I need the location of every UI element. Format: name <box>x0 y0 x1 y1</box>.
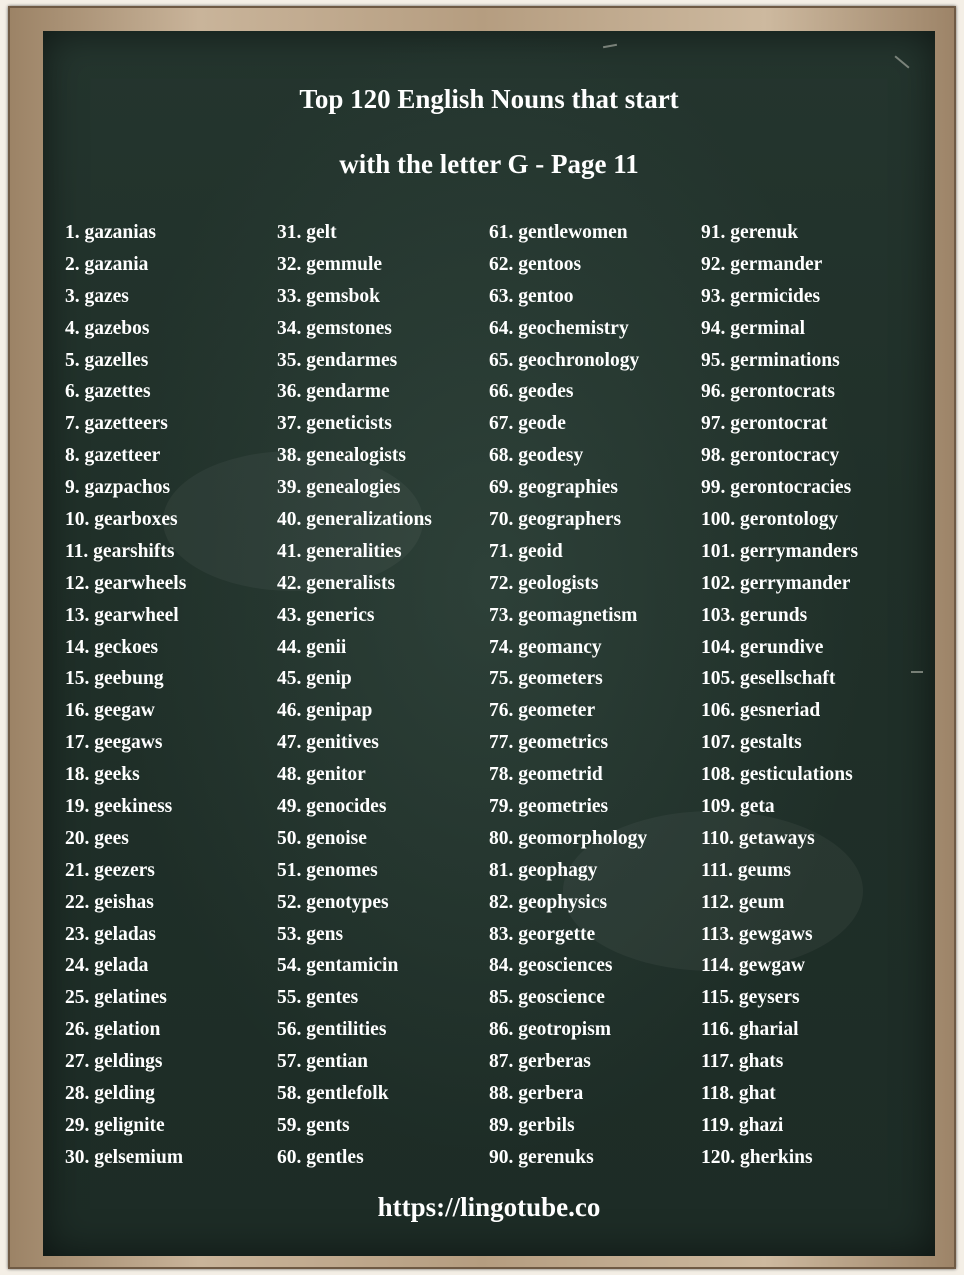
noun-list-item: 116. gharial <box>701 1019 799 1041</box>
noun-list-item: 72. geologists <box>489 572 599 594</box>
noun-list-item: 59. gents <box>277 1114 350 1136</box>
noun-list-item: 65. geochronology <box>489 349 640 371</box>
noun-list-item: 5. gazelles <box>65 349 149 371</box>
noun-list-item: 111. geums <box>701 859 791 881</box>
noun-list-item: 15. geebung <box>65 668 164 690</box>
noun-list-item: 25. gelatines <box>65 987 167 1009</box>
noun-list-item: 115. geysers <box>701 987 800 1009</box>
noun-list-item: 67. geode <box>489 413 566 435</box>
noun-list-item: 56. gentilities <box>277 1019 387 1041</box>
noun-list-item: 76. geometer <box>489 700 596 722</box>
noun-list-item: 2. gazania <box>65 253 149 275</box>
noun-list-item: 90. gerenuks <box>489 1146 594 1168</box>
noun-list-item: 81. geophagy <box>489 859 598 881</box>
noun-list-item: 98. gerontocracy <box>701 445 840 467</box>
noun-list-item: 39. genealogies <box>277 477 401 499</box>
noun-list-item: 74. geomancy <box>489 636 602 658</box>
noun-list-item: 10. gearboxes <box>65 509 178 531</box>
noun-list-item: 11. gearshifts <box>65 540 175 562</box>
noun-list-item: 37. geneticists <box>277 413 392 435</box>
noun-list-item: 13. gearwheel <box>65 604 179 626</box>
noun-list-item: 114. gewgaw <box>701 955 805 977</box>
noun-list-item: 88. gerbera <box>489 1083 584 1105</box>
noun-list-item: 100. gerontology <box>701 509 839 531</box>
noun-list-item: 63. gentoo <box>489 285 574 307</box>
page-title-line-2: with the letter G - Page 11 <box>339 149 639 179</box>
noun-list-item: 48. genitor <box>277 764 366 786</box>
noun-column-1 <box>65 217 186 1174</box>
source-url[interactable]: https://lingotube.co <box>377 1192 601 1222</box>
noun-list-item: 46. genipap <box>277 700 373 722</box>
noun-list-item: 69. geographies <box>489 477 618 499</box>
noun-list-item: 84. geosciences <box>489 955 613 977</box>
noun-list-item: 96. gerontocrats <box>701 381 835 403</box>
noun-list-item: 86. geotropism <box>489 1019 612 1041</box>
noun-list-item: 113. gewgaws <box>701 923 813 945</box>
noun-list-item: 101. gerrymanders <box>701 540 859 562</box>
noun-list-item: 89. gerbils <box>489 1114 575 1136</box>
noun-list-item: 33. gemsbok <box>277 285 380 307</box>
noun-list-item: 119. ghazi <box>701 1114 784 1136</box>
noun-list-item: 93. germicides <box>701 285 821 307</box>
noun-list-item: 99. gerontocracies <box>701 477 852 499</box>
noun-list-item: 24. gelada <box>65 955 149 977</box>
chalk-mark <box>894 55 909 68</box>
noun-list-item: 31. gelt <box>277 222 337 243</box>
noun-list-item: 82. geophysics <box>489 891 608 913</box>
noun-list-item: 62. gentoos <box>489 253 582 275</box>
noun-list-item: 55. gentes <box>277 987 359 1009</box>
noun-list-item: 29. gelignite <box>65 1114 165 1136</box>
noun-list-item: 61. gentlewomen <box>489 222 628 243</box>
noun-list-item: 105. gesellschaft <box>701 668 836 690</box>
noun-list-item: 50. genoise <box>277 827 367 849</box>
noun-list-item: 80. geomorphology <box>489 827 648 849</box>
noun-list-item: 104. gerundive <box>701 636 824 658</box>
noun-list-item: 58. gentlefolk <box>277 1083 389 1105</box>
noun-list-item: 60. gentles <box>277 1146 364 1168</box>
noun-list-item: 97. gerontocrat <box>701 413 828 435</box>
noun-list-item: 120. gherkins <box>701 1146 813 1168</box>
noun-list-item: 79. geometries <box>489 796 609 818</box>
noun-list-item: 73. geomagnetism <box>489 604 638 626</box>
noun-list-item: 35. gendarmes <box>277 349 398 371</box>
noun-list-item: 14. geckoes <box>65 636 159 658</box>
noun-list-item: 51. genomes <box>277 859 378 881</box>
noun-list-item: 12. gearwheels <box>65 572 187 594</box>
noun-list-item: 52. genotypes <box>277 891 389 913</box>
noun-list-item: 77. geometrics <box>489 732 609 754</box>
chalkboard <box>43 31 935 1256</box>
noun-list-item: 23. geladas <box>65 923 157 945</box>
noun-list-item: 107. gestalts <box>701 732 802 754</box>
chalk-mark <box>603 44 617 48</box>
noun-list-item: 27. geldings <box>65 1051 163 1073</box>
noun-list-item: 30. gelsemium <box>65 1146 184 1168</box>
noun-list-item: 40. generalizations <box>277 509 432 531</box>
noun-list-item: 71. geoid <box>489 540 563 562</box>
noun-list-item: 42. generalists <box>277 572 396 594</box>
noun-list-item: 4. gazebos <box>65 317 150 339</box>
noun-list-item: 70. geographers <box>489 509 622 531</box>
wooden-frame <box>8 6 956 1269</box>
noun-list-item: 3. gazes <box>65 285 129 307</box>
noun-list-item: 18. geeks <box>65 764 140 786</box>
noun-list-item: 78. geometrid <box>489 764 603 786</box>
noun-list-item: 36. gendarme <box>277 381 390 403</box>
noun-list-item: 26. gelation <box>65 1019 161 1041</box>
noun-list-item: 102. gerrymander <box>701 572 851 594</box>
noun-list-item: 16. geegaw <box>65 700 155 722</box>
noun-list-item: 85. geoscience <box>489 987 605 1009</box>
noun-list-item: 9. gazpachos <box>65 477 171 499</box>
noun-list-item: 94. germinal <box>701 317 805 339</box>
noun-column-3 <box>489 217 647 1174</box>
noun-list-item: 19. geekiness <box>65 796 173 818</box>
noun-list-item: 64. geochemistry <box>489 317 629 339</box>
noun-list-item: 106. gesneriad <box>701 700 821 722</box>
noun-list-item: 45. genip <box>277 668 352 690</box>
noun-list-item: 117. ghats <box>701 1051 784 1073</box>
noun-list-item: 103. gerunds <box>701 604 808 626</box>
noun-list-item: 8. gazetteer <box>65 445 161 467</box>
noun-list-item: 66. geodes <box>489 381 574 403</box>
page-title-line-1: Top 120 English Nouns that start <box>299 84 679 114</box>
noun-list-item: 20. gees <box>65 827 129 849</box>
noun-list-item: 91. gerenuk <box>701 222 799 243</box>
noun-list-item: 28. gelding <box>65 1083 155 1105</box>
noun-list-item: 53. gens <box>277 923 344 945</box>
noun-list-item: 92. germander <box>701 253 823 275</box>
noun-list-item: 110. getaways <box>701 827 815 849</box>
noun-list-item: 17. geegaws <box>65 732 163 754</box>
noun-list-item: 75. geometers <box>489 668 603 690</box>
noun-list-item: 6. gazettes <box>65 381 151 403</box>
noun-list-item: 41. generalities <box>277 540 402 562</box>
noun-list-item: 34. gemstones <box>277 317 392 339</box>
noun-list-item: 95. germinations <box>701 349 840 371</box>
noun-column-2 <box>277 217 432 1174</box>
noun-list-item: 83. georgette <box>489 923 596 945</box>
noun-list-item: 49. genocides <box>277 796 387 818</box>
noun-list-item: 54. gentamicin <box>277 955 399 977</box>
noun-list-item: 68. geodesy <box>489 445 584 467</box>
noun-list-item: 109. geta <box>701 796 775 818</box>
noun-list-item: 38. genealogists <box>277 445 406 467</box>
noun-list-item: 43. generics <box>277 604 375 626</box>
noun-list-item: 108. gesticulations <box>701 764 853 786</box>
noun-list-item: 22. geishas <box>65 891 154 913</box>
noun-list-item: 112. geum <box>701 891 785 913</box>
noun-list-item: 21. geezers <box>65 859 155 881</box>
noun-list-item: 118. ghat <box>701 1083 776 1105</box>
noun-column-4 <box>701 217 858 1174</box>
noun-list-item: 1. gazanias <box>65 222 157 243</box>
chalk-mark <box>911 671 923 673</box>
noun-list-item: 57. gentian <box>277 1051 369 1073</box>
noun-list-item: 87. gerberas <box>489 1051 591 1073</box>
noun-list-item: 44. genii <box>277 636 347 658</box>
noun-list-item: 7. gazetteers <box>65 413 168 435</box>
noun-list-item: 47. genitives <box>277 732 379 754</box>
noun-list-item: 32. gemmule <box>277 253 383 275</box>
